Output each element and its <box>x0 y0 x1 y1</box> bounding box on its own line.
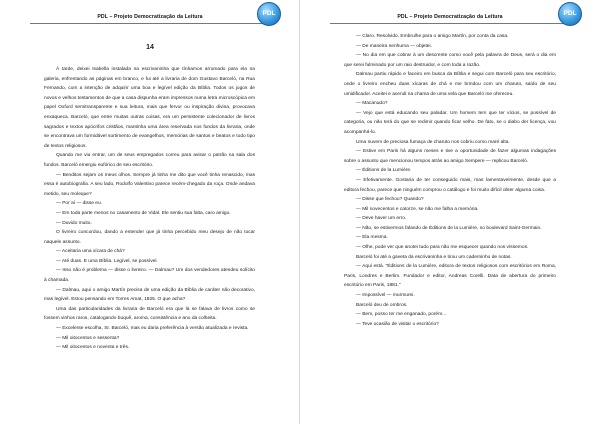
paragraph: Quando me viu entrar, um de seus empregados correu para avisar o patrão na sala dos fundos. Barceló emergiu eufórico de seu escritório. <box>44 153 255 168</box>
paragraph: — Aqui está. "Éditions de la Lumière, editora de textos religiosos com escritórios em Roma, Paris, Londres e Berlim. Fundador e editor, Andreas Corelli. Data de abertura do primeiro escritório em Paris, 1881." <box>344 264 556 289</box>
paragraph: Uma nuvem de preciosa fumaça de charuto nos cobriu como maré alta. <box>356 139 510 145</box>
paragraph: — Disse que fechou? Quando? <box>356 197 424 203</box>
paragraph: — Ela mesma. <box>356 235 388 241</box>
page-header <box>300 14 600 20</box>
paragraph: — Vejo que está educando seu paladar. Um homem tem que ter vícios, se possível de categoria, ou não terá do que se redimir quando ficar velho. De fato, se o diabo der licença, vou acompanhá-lo. <box>344 110 556 135</box>
paragraph: — Mil novecentos e catorze, se não me falha a memória. <box>356 206 479 212</box>
paragraph: Dalmau partiu rápido e faceiro em busca da Bíblia e segui com Barceló para seu escritório, onde o livreiro encheu duas xícaras de chá e me brindou com um charuto, saído de seu umidificador. Aceitei e acendi na chama de uma vela que Barceló me ofereceu. <box>344 72 556 97</box>
header-title: PDL – Projeto Democratização da Leitura <box>97 14 203 20</box>
left-page-body <box>44 65 255 353</box>
paragraph: — Mil oitocentos e sessenta? <box>56 335 120 341</box>
right-page <box>300 0 600 424</box>
paragraph: — Deve haver um erro. <box>356 216 407 222</box>
pdl-logo: PDL <box>558 2 582 26</box>
paragraph: — Dalmau, aqui o amigo Martín precisa de uma edição da Bíblia de caráter não decorativo, mas legível. Estou pensando em Torres Amat, 1825. O que acha? <box>44 287 255 303</box>
paragraph: — Aceitaria uma xícara de chá? <box>56 249 125 255</box>
paragraph: — Até duas. E uma Bíblia. Legível, se possível. <box>56 258 158 264</box>
paragraph: — Benditos sejam os meus olhos. Sempre já tinha me dito que você tinha renascido, mas essa é autobiografia. A seu lado, Rodolfo Valentino parece recém-chegado da roça. Onde andava metido, seu moleque? <box>44 172 255 197</box>
paragraph: Barceló foi até a gaveta da escrivaninha e tirou um caderninho de notas. <box>356 254 512 260</box>
paragraph: — Não, se estivermos falando de Éditions de la Lumière, no boulevard Saint-Germain. <box>356 225 542 231</box>
paragraph: — Mil oitocentos e noventa e três. <box>56 345 130 351</box>
header-title: PDL – Projeto Democratização da Leitura <box>397 14 503 20</box>
paragraph: — Estive em Paris há alguns meses e tive a oportunidade de fazer algumas indagações sobre o assunto que mencionou tempos atrás ao amigo Sempere — replicou Barceló. <box>344 149 556 164</box>
paragraph: — Impossível — murmurei. <box>356 293 415 299</box>
paragraph: — No dia em que cobrar à um descrente como você pela palavra de Deus, será o dia em que serei fulminado por um raio destruidor, e com toda a razão. <box>344 53 556 68</box>
paragraph: — Por aí — disse eu. <box>56 201 103 207</box>
paragraph: — Claro. Resolvido. Embrulhe para o amigo Martín, por conta da casa. <box>356 34 509 39</box>
right-page-body <box>344 32 556 329</box>
paragraph: — Teve ocasião de visitar o escritório? <box>356 321 439 327</box>
paragraph: — Duvido muito. <box>56 220 92 226</box>
paragraph: — De maneira nenhuma — objetei. <box>356 43 432 49</box>
chapter-number: 14 <box>146 44 154 51</box>
paragraph: — Macanudo? <box>356 101 388 107</box>
paragraph: À tarde, deixei Isabella instalada na escrivaninha que tínhamos arrumado para ela na galeria, enfrentando as páginas em branco, e fui até a livraria de dom Gustavo Barceló, na Rua Fernando, com a intenção de adquirir uma boa e legível edição da Bíblia. Todos os jogos de novos e velhos testamentos de que a casa dispunha eram impressos numa letra microscópica em papel Oxford semitransparente e sua leitura, mais que fervor ou inspiração divina, provocava enxaqueca. Barceló, que entre muitas outras coisas, era um persistente colecionador de livros sagrados e textos apócrifos cristãos, mantinha uma área reservada nos fundos da livraria, onde se encontrava um formidável sortimento de evangelhos, memórias de santos e beatos e todo tipo de textos religiosos. <box>44 67 255 149</box>
pdl-logo: PDL <box>257 2 281 26</box>
paragraph: Barceló deu de ombros. <box>356 302 408 308</box>
paragraph: Uma das particularidades da livraria de Barceló era que lá se falava de livros como se fossem vinhos raros, catalogando buquê, aroma, consistência e ano da colheita. <box>44 306 255 322</box>
paragraph: — Em toda parte menos no casamento de Vidal. Ele sentiu sua falta, caro amigo. <box>56 210 231 216</box>
page-header <box>0 14 300 20</box>
paragraph: — Éditions de la Lumière. <box>356 168 412 174</box>
paragraph: — Isso não é problema — disse o livreiro. — Dalmau? Um dos vendedores atendeu solícito à chamada. <box>44 268 255 284</box>
paragraph: — Excelente escolha, Sr. Barceló, mas eu daria preferência à versão atualizada e revista. <box>56 326 249 332</box>
paragraph: O livreiro concordou, dando a entender que já tinha percebido meu desejo de não tocar naquele assunto. <box>44 230 255 245</box>
header-rule <box>30 23 270 24</box>
paragraph: — Bem, posso ter me enganado, porém... <box>356 312 447 318</box>
paragraph: — Efetivamente. Gostaria de ter conseguido mais, mas lamentavelmente, desde que a editora fechou, parece que ninguém comprou o catálogo e foi muito difícil obter alguma coisa. <box>344 177 556 193</box>
paragraph: — Olhe, pode ver que anotei tudo para não me esquecer quando nos víssemos. <box>356 245 529 251</box>
header-rule <box>330 23 570 24</box>
